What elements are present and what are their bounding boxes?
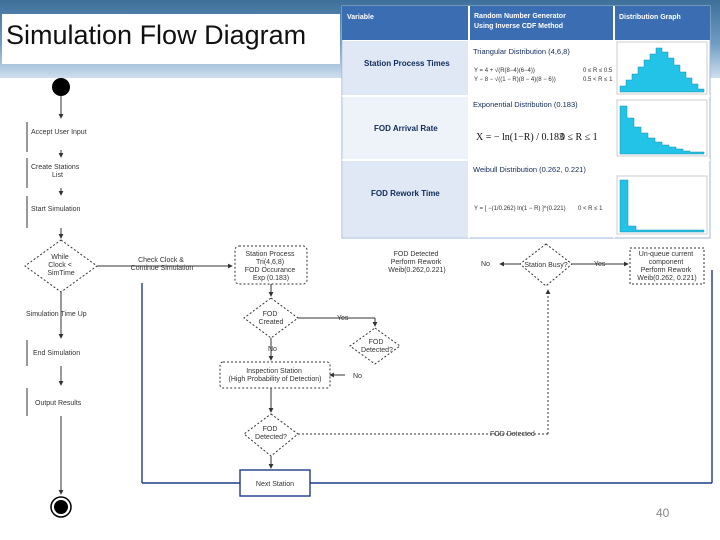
row1-condition-2: 0.5 < R ≤ 1 [583,77,613,83]
while-label [47,254,74,277]
row2-variable: FOD Arrival Rate [374,124,438,133]
header-rng-line2: Using Inverse CDF Method [474,23,564,30]
row1-formula-1: Y = 4 + √(R(8−4)(6−4)) [474,68,535,74]
next-station-label: Next Station [255,481,295,488]
fod-created-diamond [244,298,298,338]
fod-rework-line1: FOD Detected [393,251,439,258]
row1-condition-1: 0 ≤ R ≤ 0.5 [583,68,613,74]
fod-detected-bottom-decision [244,414,298,456]
check-clock-line1: Check Clock & [138,257,184,264]
row1-variable: Station Process Times [364,59,450,68]
graph3-frame [617,176,707,234]
row3-condition: 0 < R ≤ 1 [578,206,603,212]
fod-rework-line3: Weib(0.262,0.221) [388,267,446,274]
fod-detected-flow-label: FOD Detected [490,431,535,438]
step-create-stations [27,158,81,188]
check-clock-label [131,257,194,272]
fod-detected-bottom-label [255,426,287,441]
while-line3: SimTime [47,270,75,277]
row3-var-bg [343,161,468,237]
inspection-station-label [229,368,322,383]
station-busy-decision [520,244,572,286]
start-node [52,78,70,96]
fod-created-line2: Created [258,319,284,326]
station-process-line2: Tri(4,6,8) [255,259,285,266]
step-create-line2: List [52,172,63,179]
slide-title: Simulation Flow Diagram [2,14,340,64]
fod-detected-mid-line2: Detected? [361,347,393,354]
inspection-line2: (High Probability of Detection) [228,376,322,383]
fod-detected-mid-decision [350,328,400,364]
unqueue-node [630,248,704,284]
distribution-table [342,6,710,238]
yes-label-1: Yes [337,315,349,322]
header-variable: Variable [347,14,374,21]
fod-detected-bottom-line2: Detected? [255,434,287,441]
no-label-1: No [353,373,362,380]
fod-detected-mid-line1: FOD [368,339,384,346]
yes-label-2: Yes [594,261,606,268]
station-process-node [235,246,307,284]
station-process-line3: FOD Occurance [244,267,296,274]
row2-formula: X = − ln(1−R) / 0.183 [476,132,565,143]
step-start-label: Start Simulation [31,206,81,213]
unqueue-line2: component [648,259,684,266]
station-process-label [245,251,298,282]
unqueue-line3: Perform Rework [640,267,692,274]
fod-detected-mid-diamond [350,328,400,364]
step-start-simulation [27,196,81,228]
unqueue-line1: Un-queue current [638,251,694,258]
header-graph: Distribution Graph [619,14,681,21]
row3-variable: FOD Rework Time [371,189,440,198]
fod-detected-bottom-line1: FOD [262,426,278,433]
step-accept-label: Accept User Input [31,129,87,136]
inspection-station-node [220,362,330,388]
step-end-label: End Simulation [33,350,81,357]
inspection-station-box [220,362,330,388]
no-label-2: No [268,346,277,353]
fod-rework-node [388,251,445,274]
row3-formula: Y = [ −(1/0.262) ln(1 − R) ]^(0.221) [474,206,566,212]
row2-condition: 0 ≤ R ≤ 1 [560,132,598,143]
step-end-simulation [27,340,80,366]
exponential-histogram [617,100,707,156]
no-label-3: No [481,261,490,268]
end-node-inner [54,500,68,514]
fod-created-label [259,311,284,326]
fod-detected-mid-label [361,339,393,354]
while-line2: Clock < [48,262,72,269]
check-clock-line2: Continue Simulation [130,265,194,272]
step-output-results [27,388,82,416]
unqueue-line4: Weib(0.262, 0.221) [637,275,697,282]
step-accept-input [27,122,87,152]
station-busy-label: Station Busy? [524,262,568,269]
fod-created-decision [244,298,298,338]
inspection-line1: Inspection Station [246,368,302,375]
row2-distribution: Exponential Distribution (0.183) [473,100,578,109]
while-line1: While [51,254,69,261]
fod-rework-line2: Perform Rework [390,259,442,266]
row1-distribution: Triangular Distribution (4,6,8) [473,47,570,56]
while-decision [25,240,97,292]
station-process-line1: Station Process [245,251,295,258]
triangular-histogram [617,42,707,94]
time-up-label: Simulation Time Up [26,311,87,318]
fod-created-line1: FOD [262,311,278,318]
step-output-label: Output Results [35,400,82,407]
row1-formula-2: Y − 8 − √((1 − R)(8 − 4)(8 − 6)) [474,77,556,83]
row3-distribution: Weibull Distribution (0.262, 0.221) [473,165,586,174]
header-rng-line1: Random Number Generator [474,13,566,20]
row1-var-bg [343,41,468,96]
step-create-label [31,164,81,179]
step-create-line1: Create Stations [31,164,80,171]
fod-rework-label [388,251,445,274]
station-process-line4: Exp (0.183) [252,275,290,282]
unqueue-label [637,251,696,282]
weibull-histogram [617,176,707,234]
next-station-node [240,470,310,496]
page-number: 40 [656,506,670,520]
